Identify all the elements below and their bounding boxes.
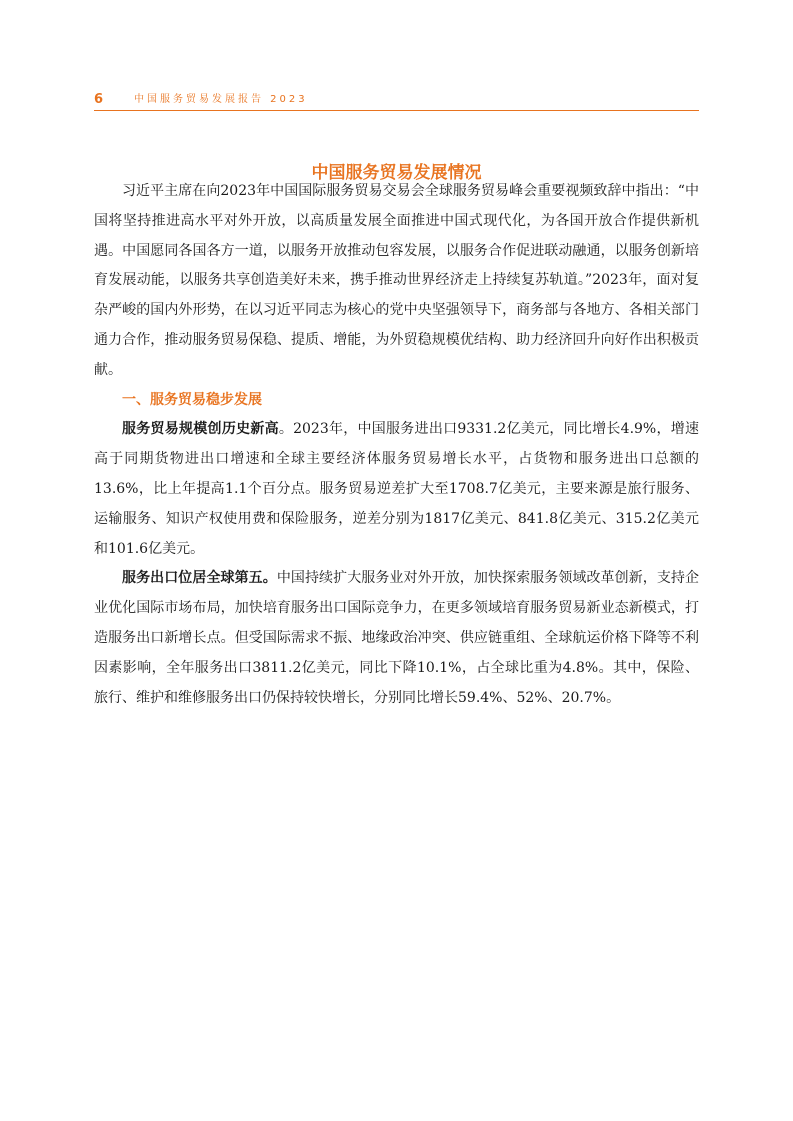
page-title: 中国服务贸易发展情况 xyxy=(311,163,482,183)
paragraph-lead: 服务贸易规模创历史新高 xyxy=(122,421,279,438)
section-heading: 一、服务贸易稳步发展 xyxy=(122,391,262,408)
running-header-title: 中国服务贸易发展报告 2023 xyxy=(134,94,308,105)
header-divider xyxy=(94,110,699,111)
body-content xyxy=(94,177,699,713)
paragraph-body: 。2023年，中国服务进出口9331.2亿美元，同比增长4.9%，增速高于同期货物进出口增速和全球主要经济体服务贸易增长水平，占货物和服务进出口总额的13.6%，比上年提高1.1个百分点。服务贸易逆差扩大至1708.7亿美元，主要来源是旅行服务、运输服务、知识产权使用费和保险服务，逆差分别为1817亿美元、841.8亿美元、315.2亿美元和101.6亿美元。 xyxy=(94,421,700,557)
paragraph-lead: 服务出口位居全球第五。 xyxy=(122,570,277,587)
running-header xyxy=(94,91,699,111)
paragraph-trade-scale xyxy=(94,415,699,564)
intro-paragraph: 习近平主席在向2023年中国国际服务贸易交易会全球服务贸易峰会重要视频致辞中指出：“中国将坚持推进高水平对外开放，以高质量发展全面推进中国式现代化，为各国开放合作提供新机遇。中国愿同各国各方一道，以服务开放推动包容发展，以服务合作促进联动融通，以服务创新培育发展动能，以服务共享创造美好未来，携手推动世界经济走上持续复苏轨道。”2023年，面对复杂严峻的国内外形势，在以习近平同志为核心的党中央坚强领导下，商务部与各地方、各相关部门通力合作，推动服务贸易保稳、提质、增能，为外贸稳规模优结构、助力经济回升向好作出积极贡献。 xyxy=(94,183,699,378)
paragraph-body: 中国持续扩大服务业对外开放，加快探索服务领域改革创新，支持企业优化国际市场布局，加快培育服务出口国际竞争力，在更多领域培育服务贸易新业态新模式，打造服务出口新增长点。但受国际需求不振、地缘政治冲突、供应链重组、全球航运价格下降等不利因素影响，全年服务出口3811.2亿美元，同比下降10.1%，占全球比重为4.8%。其中，保险、旅行、维护和维修服务出口仍保持较快增长，分别同比增长59.4%、52%、20.7%。 xyxy=(94,570,700,706)
paragraph-export-rank xyxy=(94,564,699,713)
page-number: 6 xyxy=(94,92,104,107)
